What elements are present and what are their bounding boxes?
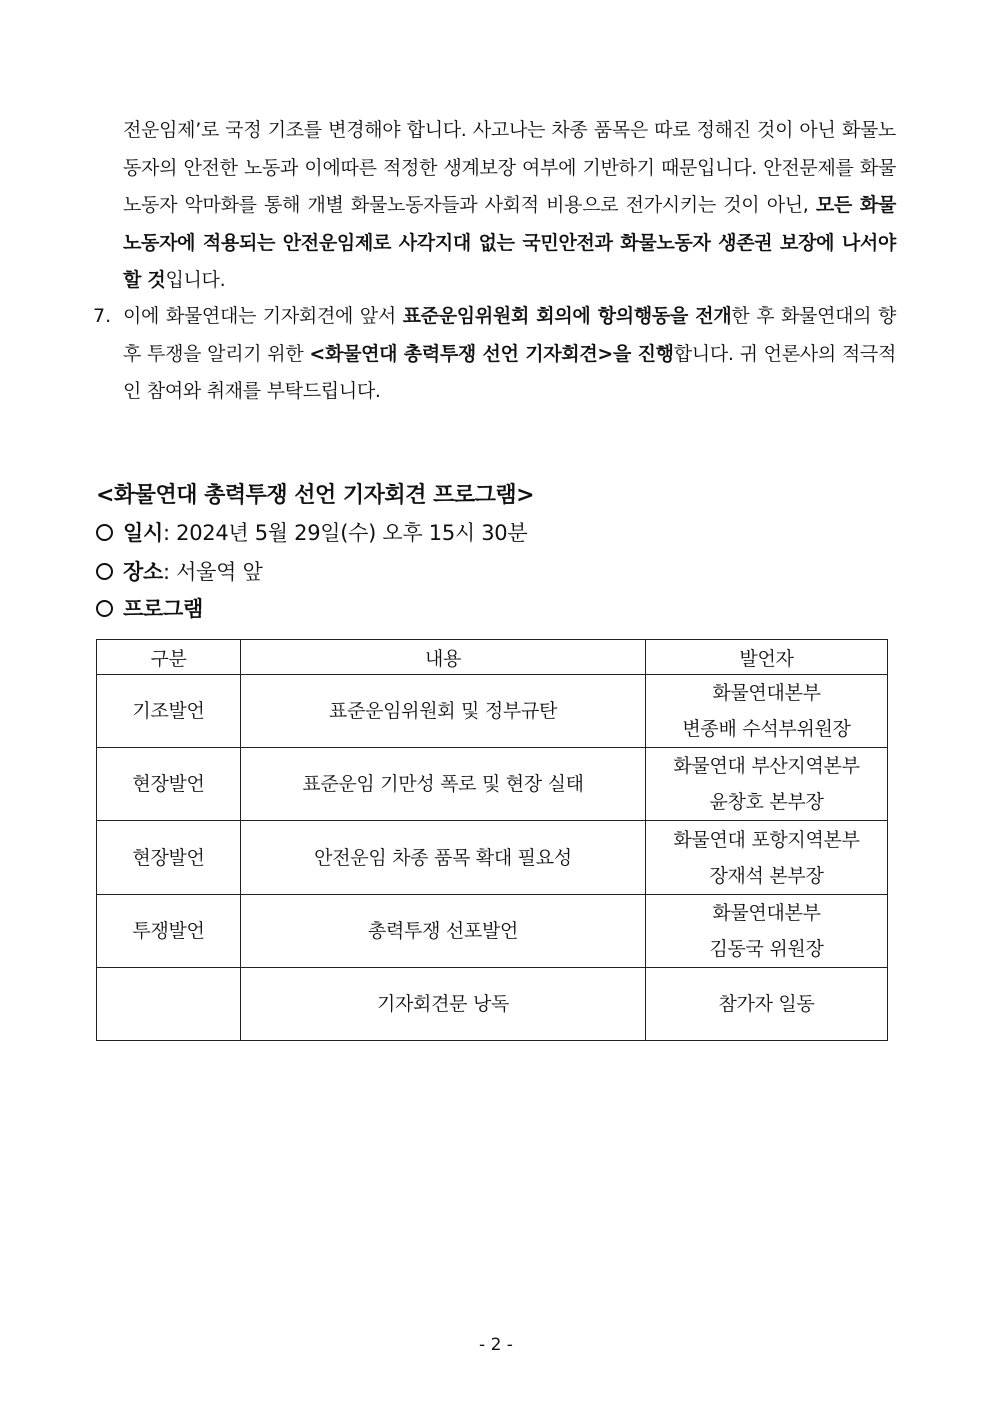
speaker-org: 화물연대 포항지역본부	[673, 828, 860, 851]
row-category: 기조발언	[97, 675, 241, 748]
row-content: 표준운임위원회 및 정부규탄	[241, 675, 646, 748]
item-7-paragraph	[123, 298, 896, 411]
speaker-name: 장재석 본부장	[709, 864, 824, 887]
place-value: : 서울역 앞	[162, 560, 263, 584]
row-category: 현장발언	[97, 821, 241, 895]
continuation-text-1: 전운임제’로 국정 기조를 변경해야 합니다. 사고나는 차종 품목은 따로 정해진 것이 아닌 화물노동자의 안전한 노동과 이에따른 적정한 생계보장 여부에 기반하기 때문입니다. 안전문제를 화물노동자 악마화를 통해 개별 화물노동자들과 사회적 비용으로 전가시키는 것이 아닌,	[123, 119, 896, 216]
item7-text-1: 이에 화물연대는 기자회견에 앞서	[123, 305, 403, 327]
item-7-number: 7.	[93, 305, 112, 327]
speaker-org: 참가자 일동	[718, 993, 815, 1015]
table-header-row	[97, 640, 888, 675]
header-speaker: 발언자	[646, 640, 888, 675]
header-content: 내용	[241, 640, 646, 675]
program-title: <화물연대 총력투쟁 선언 기자회견 프로그램>	[96, 483, 535, 508]
item7-text-2: 한 후 화물연대의 향후 투쟁을 알리기 위한	[123, 305, 896, 365]
circle-bullet-icon	[96, 563, 113, 580]
date-line	[96, 517, 527, 547]
item7-bold-2: <화물연대 총력투쟁 선언 기자회견>을 진행	[309, 342, 674, 365]
speaker-name: 변종배 수석부위원장	[682, 718, 851, 740]
program-table	[96, 639, 888, 1041]
speaker-org: 화물연대본부	[712, 682, 821, 704]
row-category: 투쟁발언	[97, 895, 241, 968]
speaker-org: 화물연대 부산지역본부	[673, 755, 860, 777]
row-speaker	[646, 675, 888, 748]
table-row	[97, 895, 888, 968]
speaker-name: 김동국 위원장	[709, 938, 824, 960]
place-line	[96, 556, 262, 586]
date-value: : 2024년 5월 29일(수) 오후 15시 30분	[162, 521, 528, 545]
row-content: 총력투쟁 선포발언	[241, 895, 646, 968]
row-speaker	[646, 748, 888, 821]
continuation-text-2: 입니다.	[165, 269, 226, 291]
row-category	[97, 968, 241, 1041]
place-label: 장소	[123, 560, 163, 584]
program-line	[96, 593, 203, 623]
row-content: 기자회견문 낭독	[241, 968, 646, 1041]
row-speaker	[646, 968, 888, 1041]
speaker-name: 윤창호 본부장	[709, 791, 824, 813]
row-category: 현장발언	[97, 748, 241, 821]
item7-text-3: 합니다. 귀 언론사의 적극적인 참여와 취재를 부탁드립니다.	[123, 342, 897, 402]
program-label: 프로그램	[123, 597, 203, 621]
page-number: - 2 -	[479, 1335, 513, 1355]
row-speaker	[646, 821, 888, 895]
header-category: 구분	[97, 640, 241, 675]
speaker-org: 화물연대본부	[712, 902, 821, 924]
continuation-paragraph	[123, 112, 896, 300]
row-content: 안전운임 차종 품목 확대 필요성	[241, 821, 646, 895]
row-speaker	[646, 895, 888, 968]
circle-bullet-icon	[96, 600, 113, 617]
item7-bold-1: 표준운임위원회 회의에 항의행동을 전개	[402, 305, 732, 327]
table-row	[97, 968, 888, 1041]
table-row	[97, 675, 888, 748]
continuation-bold-1: 모든 화물노동자에 적용되는 안전운임제로 사각지대 없는 국민안전과 화물노동자 생존권 보장에 나서야 할 것	[123, 194, 896, 291]
table-row	[97, 748, 888, 821]
row-content: 표준운임 기만성 폭로 및 현장 실태	[241, 748, 646, 821]
circle-bullet-icon	[96, 524, 113, 541]
table-row	[97, 821, 888, 895]
date-label: 일시	[123, 521, 163, 545]
